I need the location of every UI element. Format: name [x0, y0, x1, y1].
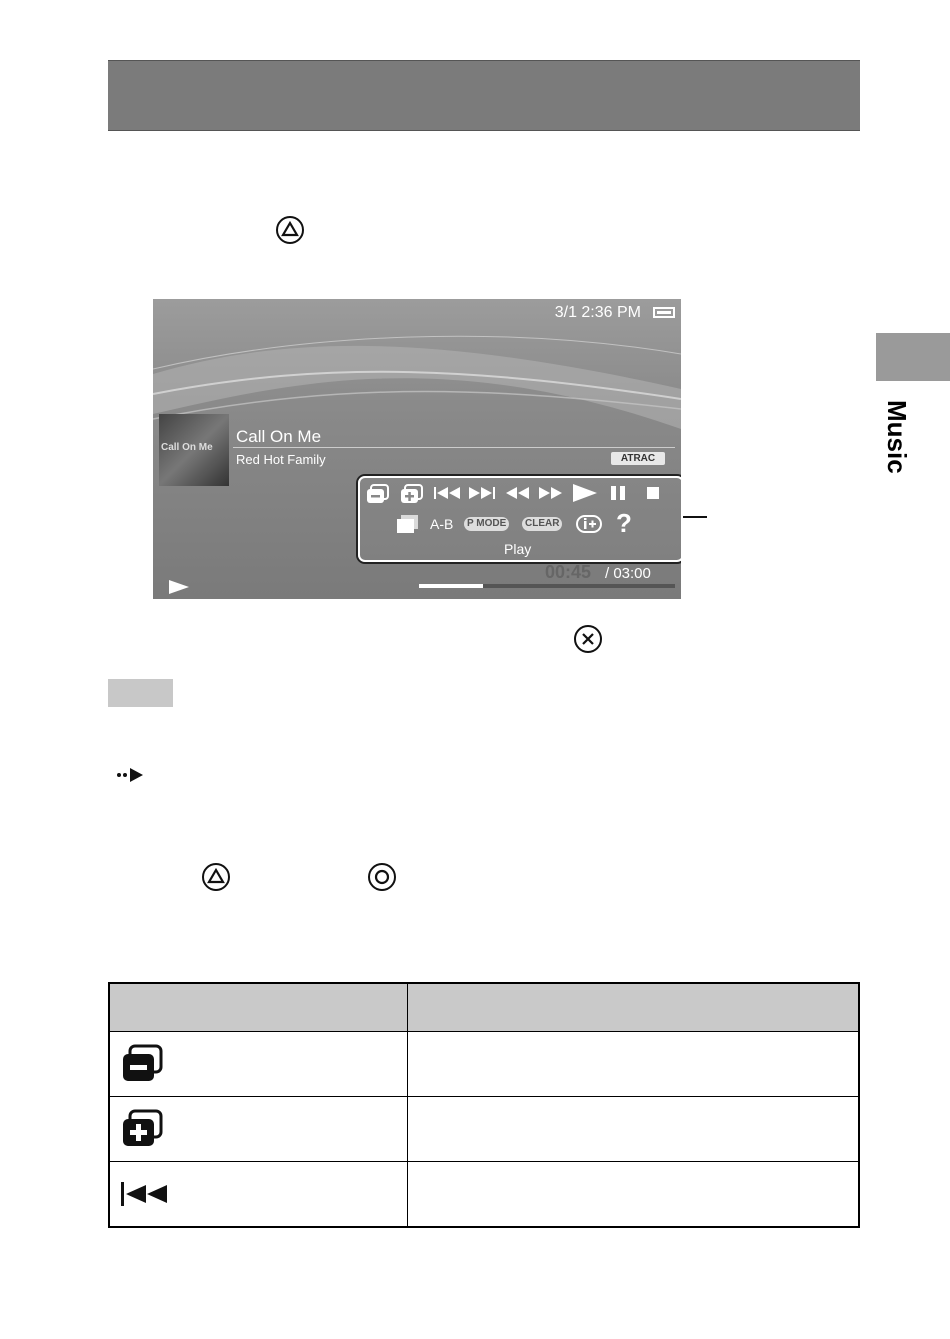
remove-group-icon [120, 1044, 164, 1084]
triangle-button-icon [202, 863, 230, 891]
triangle-button-icon [276, 216, 304, 244]
cross-button-icon [574, 625, 602, 653]
table-icon-cell [109, 1162, 408, 1228]
codec-badge: ATRAC [611, 452, 665, 465]
play-mode-button[interactable]: P MODE [464, 517, 509, 531]
total-time: / 03:00 [605, 565, 651, 582]
cross-reference-icon [117, 768, 145, 782]
skip-to-start-icon[interactable] [434, 486, 462, 500]
playing-status-icon [169, 580, 189, 594]
info-icon[interactable] [576, 515, 602, 533]
fast-forward-icon[interactable] [538, 486, 564, 500]
clock-readout: 3/1 2:36 PM [554, 304, 641, 321]
skip-to-start-icon [120, 1180, 170, 1208]
pause-icon[interactable] [610, 485, 626, 501]
artist-name: Red Hot Family [236, 452, 326, 467]
progress-bar [419, 584, 675, 588]
remove-group-icon[interactable] [366, 484, 390, 504]
table-header-cell [109, 983, 408, 1032]
elapsed-time: 00:45 [545, 562, 592, 582]
circle-button-icon [368, 863, 396, 891]
table-row [109, 1032, 859, 1097]
table-description-cell [408, 1162, 860, 1228]
clear-button[interactable]: CLEAR [522, 517, 562, 531]
ab-repeat-button[interactable]: A-B [430, 516, 454, 532]
table-row [109, 1162, 859, 1228]
side-tab [876, 333, 950, 381]
player-screenshot [153, 299, 681, 599]
controls-table [108, 982, 860, 1228]
note-label-box [108, 679, 173, 707]
table-description-cell [408, 1097, 860, 1162]
play-icon[interactable] [572, 483, 598, 503]
track-title: Call On Me [236, 427, 322, 446]
table-header-cell [408, 983, 860, 1032]
add-group-icon [120, 1109, 164, 1149]
repeat-icon[interactable] [396, 514, 420, 534]
section-header-bar [108, 60, 860, 131]
table-header-row [109, 983, 859, 1032]
table-icon-cell [109, 1032, 408, 1097]
progress-bar-fill [419, 584, 483, 588]
stop-icon[interactable] [646, 486, 660, 500]
table-row [109, 1097, 859, 1162]
album-art-text: Call On Me [161, 442, 213, 453]
control-mode-label: Play [504, 541, 532, 557]
side-tab-label: Music [882, 400, 912, 474]
table-icon-cell [109, 1097, 408, 1162]
rewind-icon[interactable] [505, 486, 531, 500]
control-panel [358, 476, 681, 562]
title-divider [233, 447, 675, 448]
help-button[interactable]: ? [616, 508, 632, 538]
table-description-cell [408, 1032, 860, 1097]
add-group-icon[interactable] [400, 484, 424, 504]
battery-icon [653, 307, 675, 318]
callout-line [683, 516, 707, 518]
skip-to-end-icon[interactable] [468, 486, 496, 500]
